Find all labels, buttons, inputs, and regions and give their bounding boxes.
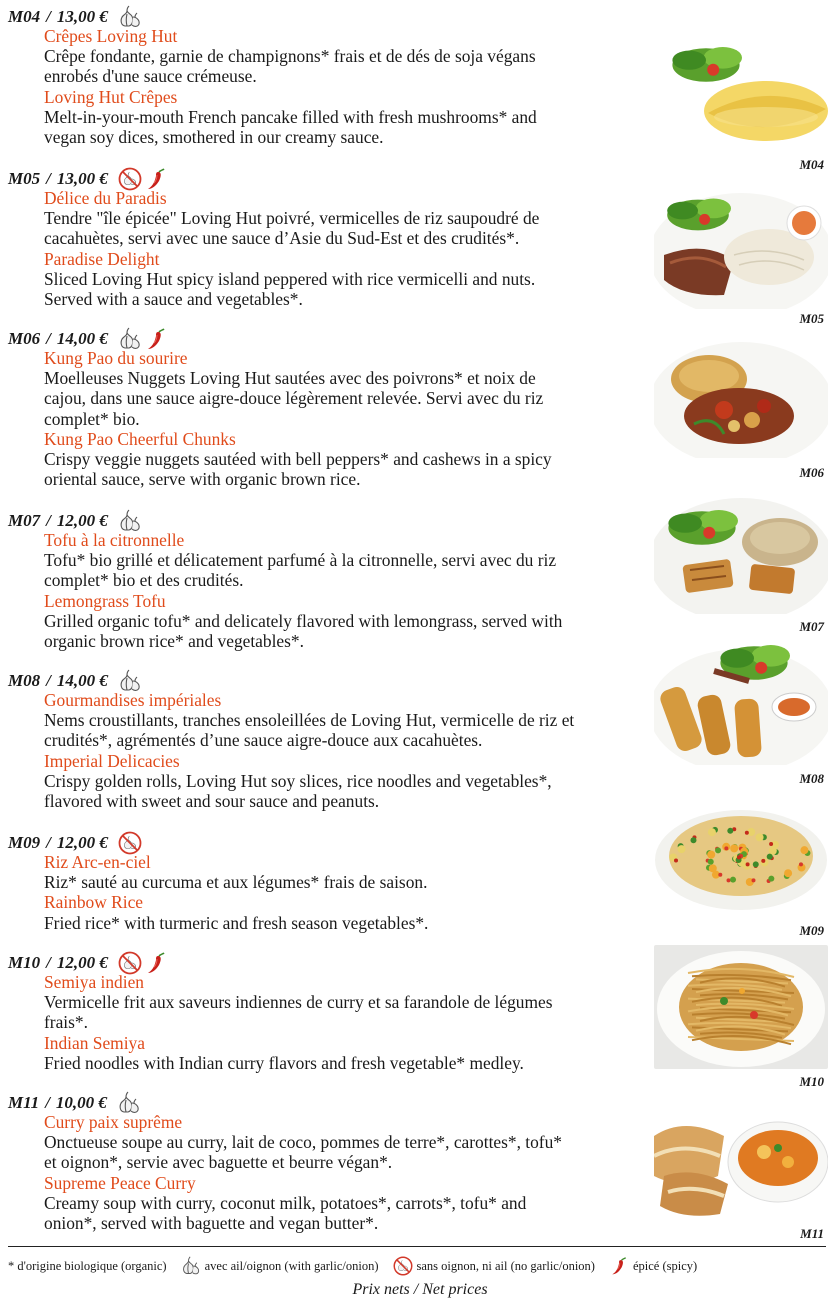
vermicelli-plate-photo (654, 185, 828, 309)
item-name-fr: Tofu à la citronnelle (44, 530, 185, 550)
photo-code-label: M05 (799, 311, 824, 326)
item-description (44, 690, 644, 811)
photo-code-label: M09 (799, 923, 824, 938)
item-name-en: Supreme Peace Curry (44, 1172, 196, 1193)
code-price-separator: / (46, 329, 51, 348)
item-name-en: Lemongrass Tofu (44, 590, 166, 611)
code-price-separator: / (46, 169, 51, 188)
photo-code-label: M10 (799, 1074, 824, 1089)
item-price: 10,00 € (55, 1093, 107, 1112)
item-price: 13,00 € (56, 7, 108, 26)
item-code: M09 (8, 833, 41, 852)
item-name-fr: Riz Arc-en-ciel (44, 852, 151, 872)
spring-rolls-photo (654, 641, 828, 765)
item-description (44, 26, 644, 147)
legend-organic-text: * d'origine biologique (organic) (8, 1258, 167, 1273)
item-code: M07 (8, 511, 41, 530)
crepe-photo (654, 31, 828, 155)
legend-organic (8, 1259, 167, 1274)
item-desc-en: Fried rice* with turmeric and fresh season vegetables*. (44, 912, 429, 933)
item-desc-en: Crispy golden rolls, Loving Hut soy slices, rice noodles and vegetables*, flavored with sweet and sour sauce and peanuts. (44, 770, 552, 812)
item-desc-en: Grilled organic tofu* and delicately flavored with lemongrass, served with organic brown rice* and vegetables*. (44, 610, 563, 652)
item-price: 12,00 € (56, 511, 108, 530)
item-desc-fr: Tendre "île épicée" Loving Hut poivré, vermicelles de riz saupoudré de cacahuètes, servi avec une sauce d’Asie du Sud-Est et des crudités*. (44, 208, 540, 249)
code-price-separator: / (46, 671, 51, 690)
item-desc-fr: Crêpe fondante, garnie de champignons* frais et de dés de soja végans enrobés d'une sauce crémeuse. (44, 46, 536, 87)
item-code: M08 (8, 671, 41, 690)
item-price: 14,00 € (56, 671, 108, 690)
tofu-plate-photo (654, 490, 828, 614)
garlic-icon (181, 1256, 201, 1276)
code-price-separator: / (46, 7, 51, 26)
item-description (44, 852, 644, 933)
item-name-en: Kung Pao Cheerful Chunks (44, 428, 236, 449)
item-name-en: Rainbow Rice (44, 892, 144, 913)
legend-no-garlic-text: sans oignon, ni ail (no garlic/onion) (416, 1258, 595, 1273)
legend-spicy-text: épicé (spicy) (632, 1258, 698, 1273)
item-desc-fr: Tofu* bio grillé et délicatement parfumé à la citronnelle, servi avec du riz complet* bio et des crudités. (44, 550, 557, 591)
noodles-photo (654, 945, 828, 1069)
code-price-separator: / (46, 953, 51, 972)
item-desc-en: Sliced Loving Hut spicy island peppered with rice vermicelli and nuts. Served with a sauce and vegetables*. (44, 268, 536, 310)
legend-garlic (181, 1256, 379, 1276)
curry-soup-photo (654, 1096, 828, 1220)
item-code: M06 (8, 329, 41, 348)
item-code: M11 (8, 1093, 40, 1112)
item-name-fr: Crêpes Loving Hut (44, 26, 178, 46)
item-description (44, 1112, 644, 1233)
legend (8, 1254, 832, 1278)
item-name-fr: Gourmandises impériales (44, 690, 222, 710)
item-desc-fr: Moelleuses Nuggets Loving Hut sautées avec des poivrons* et noix de cajou, dans une sauce aigre-douce légèrement relevée. Servi avec du riz complet* bio. (44, 368, 544, 429)
item-desc-en: Melt-in-your-mouth French pancake filled with fresh mushrooms* and vegan soy dices, smothered in our creamy sauce. (44, 106, 537, 148)
item-desc-fr: Onctueuse soupe au curry, lait de coco, pommes de terre*, carottes*, tofu* et oignon*, servie avec baguette et beurre végan*. (44, 1132, 562, 1173)
no-garlic-icon (393, 1256, 413, 1276)
photo-code-label: M11 (800, 1226, 824, 1241)
legend-garlic-text: avec ail/oignon (with garlic/onion) (204, 1258, 379, 1273)
item-desc-en: Creamy soup with curry, coconut milk, potatoes*, carrots*, tofu* and onion*, served with baguette and vegan butter*. (44, 1192, 527, 1234)
item-description (44, 972, 644, 1073)
item-name-fr: Semiya indien (44, 972, 144, 992)
item-name-en: Imperial Delicacies (44, 750, 180, 771)
photo-code-label: M07 (799, 619, 824, 634)
item-name-fr: Kung Pao du sourire (44, 348, 188, 368)
code-price-separator: / (46, 511, 51, 530)
photo-code-label: M08 (799, 771, 824, 786)
photo-code-label: M06 (799, 465, 824, 480)
item-name-en: Paradise Delight (44, 248, 160, 269)
code-price-separator: / (45, 1093, 50, 1112)
footer-divider (8, 1246, 826, 1247)
item-description (44, 188, 644, 309)
chili-icon (609, 1256, 629, 1276)
legend-no-garlic (393, 1256, 595, 1276)
photo-code-label: M04 (799, 157, 824, 172)
legend-spicy (609, 1256, 697, 1276)
item-description (44, 348, 644, 489)
fried-rice-photo (654, 796, 828, 920)
item-price: 14,00 € (56, 329, 108, 348)
item-desc-en: Crispy veggie nuggets sautéed with bell peppers* and cashews in a spicy oriental sauce, serve with organic brown rice. (44, 449, 552, 490)
item-price: 13,00 € (56, 169, 108, 188)
item-description (44, 530, 644, 651)
item-price: 12,00 € (56, 953, 108, 972)
item-desc-en: Fried noodles with Indian curry flavors and fresh vegetable* medley. (44, 1052, 524, 1073)
item-code: M05 (8, 169, 41, 188)
net-prices-note: Prix nets / Net prices (352, 1281, 488, 1298)
item-code: M10 (8, 953, 41, 972)
item-name-en: Loving Hut Crêpes (44, 86, 178, 107)
item-name-fr: Curry paix suprême (44, 1112, 183, 1132)
item-name-fr: Délice du Paradis (44, 188, 167, 208)
item-name-en: Indian Semiya (44, 1032, 145, 1053)
item-price: 12,00 € (56, 833, 108, 852)
code-price-separator: / (46, 833, 51, 852)
kung-pao-photo (654, 334, 828, 458)
item-desc-fr: Nems croustillants, tranches ensoleillées de Loving Hut, vermicelle de riz et crudités*, agrémentés d’une sauce aigre-douce aux cacahuètes. (44, 710, 575, 751)
item-desc-fr: Vermicelle frit aux saveurs indiennes de curry et sa farandole de légumes frais*. (44, 992, 553, 1033)
item-desc-fr: Riz* sauté au curcuma et aux légumes* frais de saison. (44, 872, 428, 893)
item-code: M04 (8, 7, 41, 26)
